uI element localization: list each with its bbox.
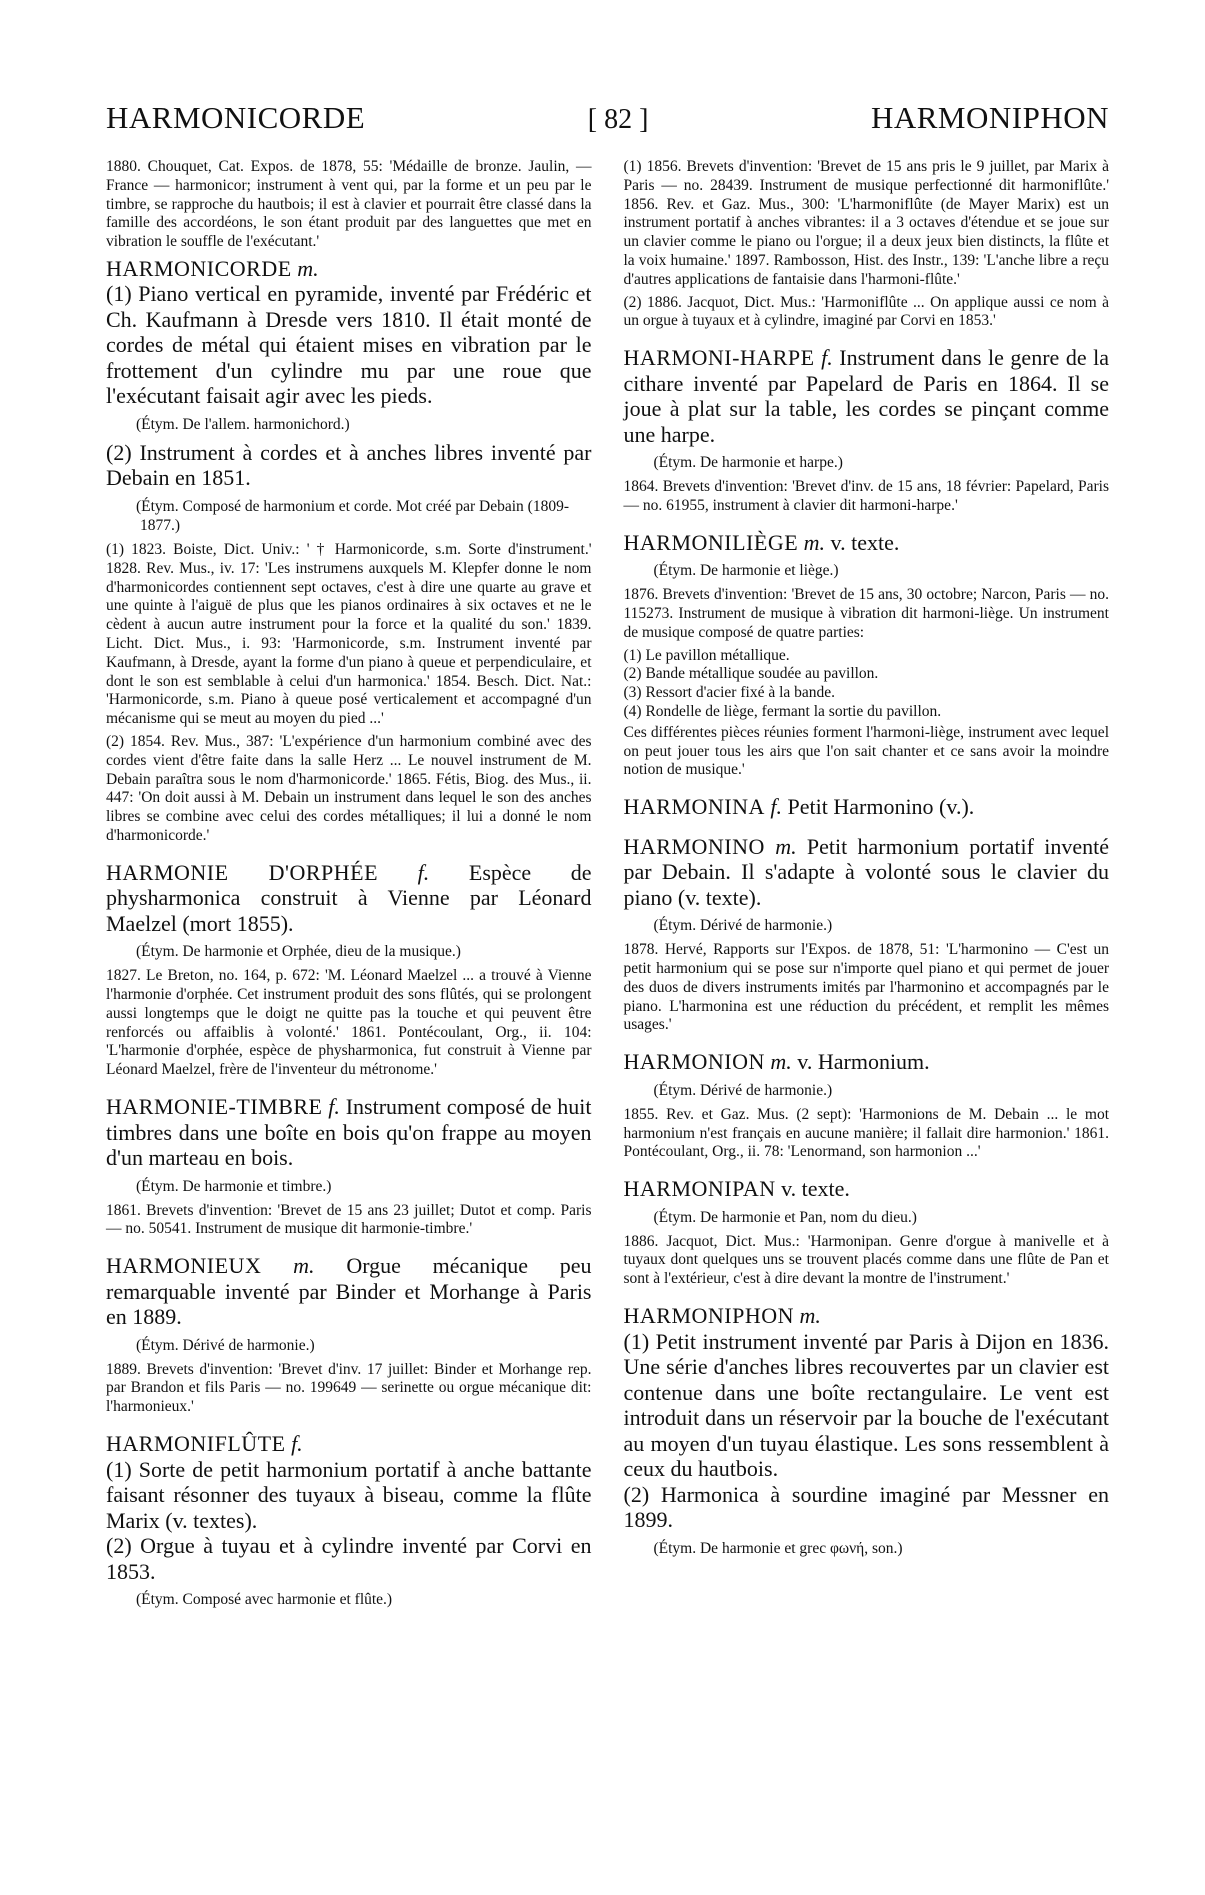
citation-block: 1861. Brevets d'invention: 'Brevet de 15 ans 23 juillet; Dutot et comp. Paris — no. 50541. Instrument de musique dit harmonie-timbre.' (106, 1201, 592, 1238)
part-of-speech: f. (328, 1094, 340, 1120)
citation-block: (2) 1886. Jacquot, Dict. Mus.: 'Harmoniflûte ... On applique aussi ce nom à un orgue à tuyaux et à cylindre, imaginé par Corvi en 1853.' (623, 293, 1109, 330)
definition-text: Petit harmonium portatif inventé par Debain. Il s'adapte à volonté sous le clavier du piano (v. texte). (623, 833, 1110, 910)
headword: HARMONILIÈGE (623, 529, 799, 555)
entry-headline (106, 256, 592, 282)
entry-headline (624, 345, 1110, 447)
definition-text: Espèce de physharmonica construit à Vienne par Léonard Maelzel (mort 1855). (106, 859, 592, 936)
headword: HARMONINA (623, 794, 765, 820)
definition-text: Instrument dans le genre de la cithare inventé par Papelard de Paris en 1864. Il se joue à plat sur la table, les cordes se pinçant comme une harpe. (623, 345, 1110, 447)
definition-text: Petit Harmonino (v.). (787, 794, 975, 820)
headword: HARMONIFLÛTE (106, 1431, 286, 1456)
etymology: (Étym. De harmonie et liège.) (653, 562, 839, 580)
citation-block: 1878. Hervé, Rapports sur l'Expos. de 1878, 51: 'L'harmonino — C'est un petit harmonium qui se pose sur n'importe quel piano et qui permet de jouer des duos de divers instruments imités par l'harmonino et accompagnés par le piano. L'harmonina est une réduction du précédent, et remplit les mêmes usages.' (623, 941, 1109, 1034)
headword: HARMONION (623, 1049, 765, 1075)
part-of-speech: f. (821, 345, 833, 371)
etymology: (Étym. De harmonie et harpe.) (653, 454, 843, 472)
citation-block: 1886. Jacquot, Dict. Mus.: 'Harmonipan. Genre d'orgue à manivelle et à tuyaux dont quelques uns se trouvent placés comme dans une flûte de Pan et sont à l'extérieur, c'est à dire devant la montre de l'instrument.' (623, 1232, 1109, 1288)
citation-block: 1889. Brevets d'invention: 'Brevet d'inv. 17 juillet: Binder et Morhange rep. par Brandon et fils Paris — no. 199649 — serinette ou orgue mécanique dit: l'harmonieux.' (106, 1360, 592, 1416)
part-of-speech: m. (293, 1253, 315, 1279)
citation-block: (1) 1856. Brevets d'invention: 'Brevet de 15 ans pris le 9 juillet, par Marix à Paris — no. 28439. Instrument de musique perfectionné dit harmoniflûte.' 1856. Rev. et Gaz. Mus., 300: 'L'harmoniflûte (de Mayer Marix) est un instrument portatif à anches vibrantes: il a 3 octaves d'étendue et se joue sur un clavier comme le piano ou l'orgue; il a deux jeux bien distincts, la flûte et la voix humaine.' 1897. Rambosson, Hist. des Instr., 139: 'L'anche libre a reçu d'autres applications de fantaisie dans l'harmoni-flûte.' (623, 158, 1109, 288)
entry-headline (624, 1303, 1110, 1329)
citation-block: Ces différentes pièces réunies forment l'harmoni-liège, instrument avec lequel on peut jouer tous les airs que l'on sait chanter et ce sans avoir la moindre notion de musique.' (623, 723, 1109, 779)
entry-harmoniliege (624, 530, 1110, 780)
headword: HARMONIEUX (106, 1253, 262, 1279)
part-of-speech: m. (770, 1049, 792, 1075)
list-item: (2) Bande métallique soudée au pavillon. (623, 665, 879, 683)
entry-headline (624, 794, 1110, 820)
etymology: (Étym. Dérivé de harmonie.) (653, 917, 833, 935)
headword: HARMONICORDE (106, 255, 292, 281)
definition-2: (2) Orgue à tuyau et à cylindre inventé par Corvi en 1853. (106, 1533, 592, 1584)
list-item: (4) Rondelle de liège, fermant la sortie du pavillon. (623, 703, 942, 721)
entry-headline (106, 1431, 592, 1457)
definition-2: (2) Instrument à cordes et à anches libres inventé par Debain en 1851. (106, 439, 592, 491)
two-column-body (106, 156, 1109, 1623)
etymology: (Étym. De harmonie et Orphée, dieu de la musique.) (136, 943, 461, 961)
right-column (624, 156, 1110, 1623)
part-of-speech: f. (770, 794, 783, 820)
etymology: (Étym. Composé de harmonium et corde. Mot créé par Debain (1809-1877.) (136, 497, 570, 534)
part-of-speech: f. (291, 1431, 303, 1456)
entry-harmonina (624, 794, 1110, 820)
headword: HARMONI-HARPE (623, 345, 815, 371)
running-header (106, 100, 1109, 148)
definition-2: (2) Harmonica à sourdine imaginé par Messner en 1899. (623, 1481, 1109, 1532)
entry-headline (624, 1176, 1110, 1202)
entry-harmonieux (106, 1253, 592, 1417)
entry-harmonie-dorphee (106, 860, 592, 1080)
definition-text: Orgue mécanique peu remarquable inventé par Binder et Morhange à Paris en 1889. (106, 1253, 592, 1330)
entry-harmonicorde (106, 256, 592, 846)
entry-headline (106, 1094, 592, 1171)
citation-block: 1880. Chouquet, Cat. Expos. de 1878, 55: 'Médaille de bronze. Jaulin, — France — harmonicor; instrument à vent qui, par la forme et un peu par le timbre, se rapproche du hautbois; il est à clavier et pourrait être classé dans la famille des accordéons, le son étant produit par des languettes que met en vibration le souffle de l'exécutant.' (106, 158, 592, 251)
definition-text: v. texte. (830, 529, 900, 555)
citation-block: 1827. Le Breton, no. 164, p. 672: 'M. Léonard Maelzel ... a trouvé à Vienne l'harmonie d'orphée. Cet instrument produit des sons flûtés, qui se prolongent aussi longtemps que le doigt ne quitte pas la touche et qui peuvent être renforcés ou affaiblis à volonté.' 1861. Pontécoulant, Org., ii. 104: 'L'harmonie d'orphée, espèce de physharmonica, fut construit à Vienne par Léonard Maelzel, frère de l'inventeur du métronome.' (106, 967, 592, 1079)
headword: HARMONINO (623, 833, 765, 859)
definition-text: Instrument composé de huit timbres dans une boîte en bois qu'on frappe au moyen d'un marteau en bois. (106, 1094, 592, 1171)
etymology: (Étym. De harmonie et grec φωνή, son.) (653, 1539, 903, 1557)
headword: HARMONIE D'ORPHÉE (106, 859, 379, 885)
entry-harmoni-harpe (624, 345, 1110, 516)
headword: HARMONIPAN (623, 1176, 776, 1202)
entry-headline (624, 1049, 1110, 1075)
page-number: [ 82 ] (587, 104, 649, 135)
definition-1: (1) Petit instrument inventé par Paris à Dijon en 1836. Une série d'anches libres recouvertes par un clavier est contenue dans une boîte rectangulaire. Le vent est introduit dans un réservoir par la bouche de l'exécutant au moyen d'un tuyau élastique. Les sons ressemblent à ceux du hautbois. (623, 1328, 1109, 1481)
entry-headline (106, 860, 592, 937)
entry-harmonipan (624, 1176, 1110, 1289)
etymology: (Étym. Composé avec harmonie et flûte.) (136, 1591, 393, 1608)
entry-harmoniflute (106, 1431, 592, 1609)
entry-harmonie-timbre (106, 1094, 592, 1239)
etymology: (Étym. Dérivé de harmonie.) (136, 1336, 315, 1354)
citation-block: (1) 1823. Boiste, Dict. Univ.: ' † Harmonicorde, s.m. Sorte d'instrument.' 1828. Rev. Mus., iv. 17: 'Les instrumens auxquels M. Klepfer donne le nom d'harmonicordes contiennent sept octaves, c'est à dire une quarte au grave et une quinte à l'aiguë de plus que les pianos ordinaires à six octaves et ne le cèdent à aucun autre instrument pour la force et la qualité du son.' 1839. Licht. Dict. Mus., i. 93: 'Harmonicorde, s.m. Instrument inventé par Kaufmann, à Dresde, ayant la forme d'un piano à queue et perpendiculaire, et dont le son est semblable à celui d'un harmonica.' 1854. Besch. Dict. Nat.: 'Harmonicorde, s.m. Piano à queue posé verticalement et accompagné d'un mécanisme qui se meut au moyen du pied ...' (106, 540, 592, 728)
part-of-speech: m. (297, 255, 319, 281)
citation-block: 1876. Brevets d'invention: 'Brevet de 15 ans, 30 octobre; Narcon, Paris — no. 115273. Instrument de musique à vibration dit harmoni-liège. Un instrument de musique composé de quatre parties: (623, 586, 1109, 641)
part-of-speech: m. (799, 1303, 821, 1328)
citation-block: (2) 1854. Rev. Mus., 387: 'L'expérience d'un harmonium combiné avec des cordes vient d'être faite dans la salle Herz ... Le nouvel instrument de M. Debain paraîtra sous le nom d'harmonicorde.' 1865. Fétis, Biog. des Mus., ii. 447: 'On doit aussi à M. Debain un instrument dans lequel le son des anches libres se combine avec celui des cordes métalliques; il lui a donné le nom d'harmonicorde.' (106, 732, 592, 844)
entry-headline (624, 530, 1110, 556)
etymology: (Étym. Dérivé de harmonie.) (653, 1081, 833, 1099)
headword: HARMONIPHON (623, 1303, 795, 1328)
left-column (106, 156, 592, 1623)
definition-1: (1) Sorte de petit harmonium portatif à anche battante faisant résonner des tuyaux à biseau, comme la flûte Marix (v. textes). (106, 1456, 592, 1533)
citation-block: 1855. Rev. et Gaz. Mus. (2 sept): 'Harmonions de M. Debain ... le mot harmonium n'est français en aucune manière; il fallait dire harmonion.' 1861. Pontécoulant, Org., ii. 78: 'Lenormand, son harmonion ...' (623, 1105, 1109, 1161)
header-left-guideword: HARMONICORDE (106, 100, 366, 135)
definition-text: v. Harmonium. (797, 1049, 930, 1075)
definition-text: v. texte. (781, 1176, 850, 1202)
entry-harmonion (624, 1049, 1110, 1162)
definition-1: (1) Piano vertical en pyramide, inventé par Frédéric et Ch. Kaufmann à Dresde vers 1810. Il était monté de cordes de métal qui étaient mises en vibration par le frottement d'un cylindre mu par une roue que l'exécutant faisait agir avec les pieds. (106, 281, 592, 409)
part-of-speech: f. (417, 859, 430, 885)
part-of-speech: m. (803, 529, 826, 555)
list-item: (3) Ressort d'acier fixé à la bande. (623, 684, 836, 702)
entry-headline (624, 834, 1110, 911)
entry-harmoniphon (624, 1303, 1110, 1558)
entry-headline (106, 1253, 592, 1330)
header-right-guideword: HARMONIPHON (870, 100, 1109, 135)
headword: HARMONIE-TIMBRE (106, 1094, 323, 1120)
entry-harmonino (624, 834, 1110, 1035)
etymology: (Étym. De harmonie et Pan, nom du dieu.) (653, 1208, 917, 1226)
part-of-speech: m. (775, 833, 797, 859)
list-item: (1) Le pavillon métallique. (623, 646, 790, 664)
citation-block: 1864. Brevets d'invention: 'Brevet d'inv. de 15 ans, 18 février: Papelard, Paris — no. 61955, instrument à clavier dit harmoni-harpe.' (623, 478, 1109, 514)
etymology: (Étym. De l'allem. harmonichord.) (136, 415, 350, 433)
etymology: (Étym. De harmonie et timbre.) (136, 1177, 332, 1195)
